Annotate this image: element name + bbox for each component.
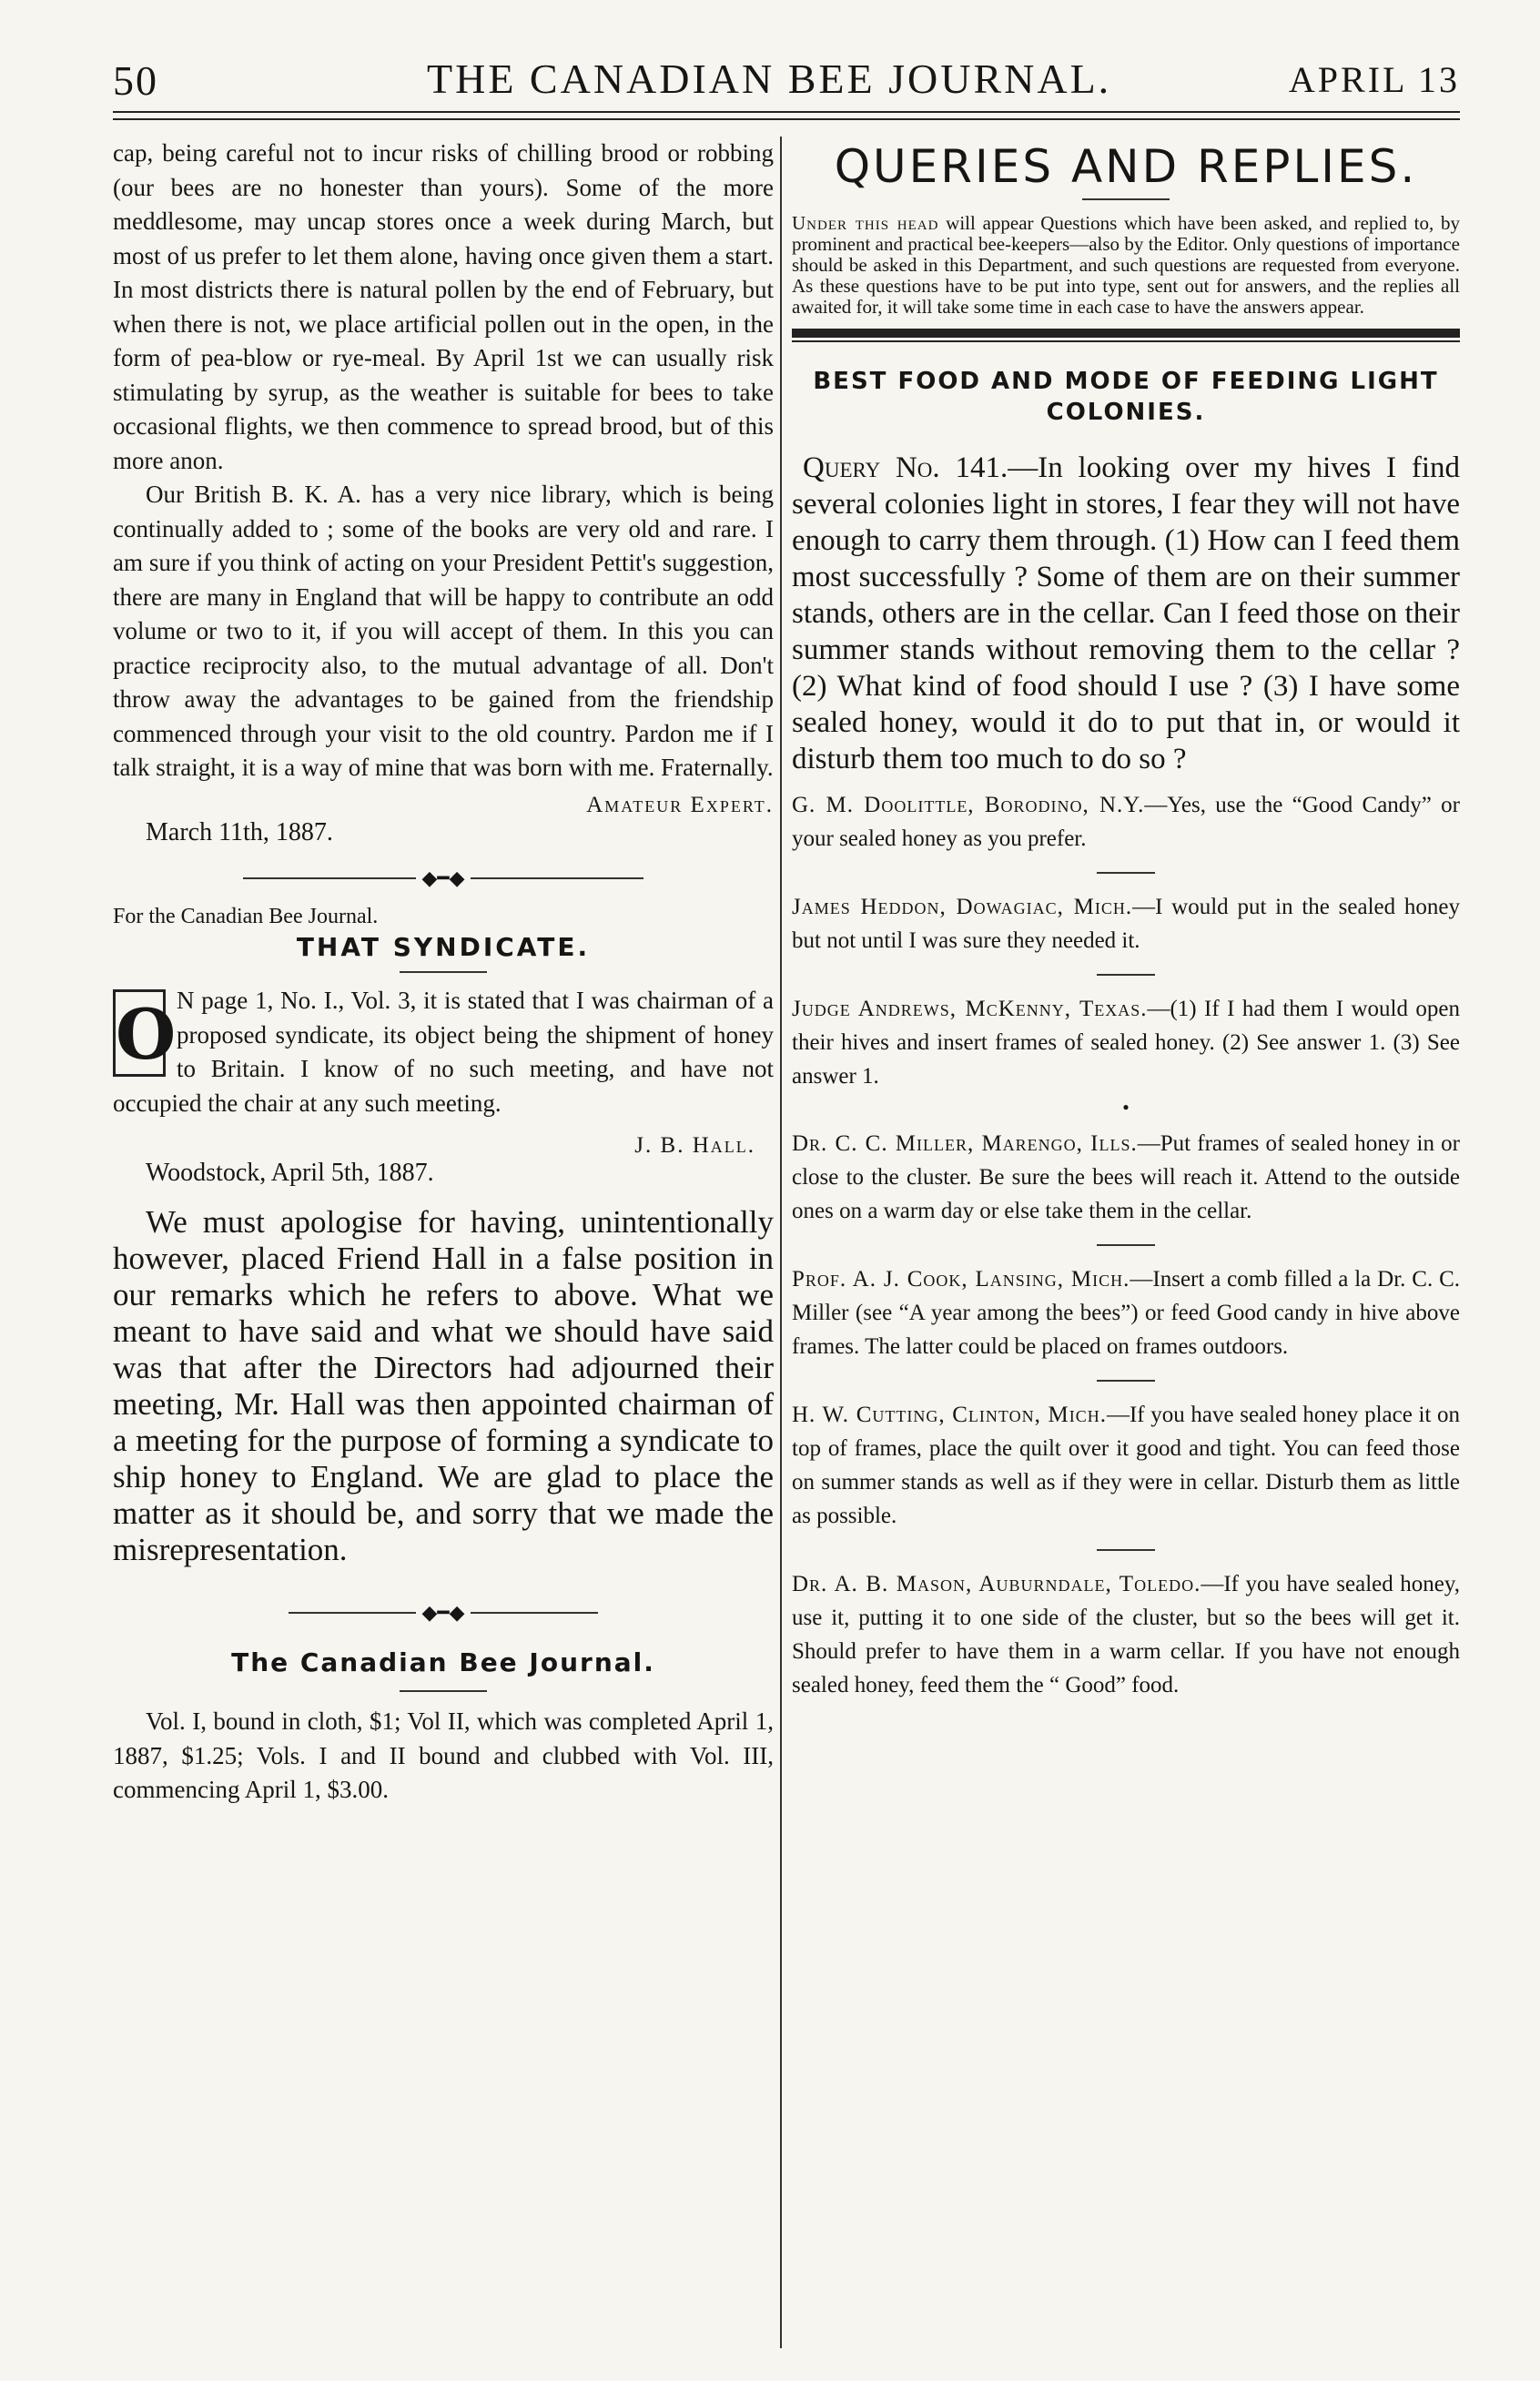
cbj-notice-text: Vol. I, bound in cloth, $1; Vol II, which was completed April 1, 1887, $1.25; Vols. I and II bound and clubbed with Vol. III, commencing April 1, $3.00. (113, 1707, 774, 1804)
continued-article-text: cap, being careful not to incur risks of chilling brood or robbing (our bees are no honester than yours). Some of the more meddlesome, may uncap stores once a week during March, but most of us prefer to let them alone, having once given them a start. In most districts there is natural pollen by the end of February, but when there is not, we place artificial pollen out in the open, in the form of pea-blow or rye-meal. By April 1st we can usually risk stimulating by syrup, as the weather is suitable for bees to take occasional flights, we then commence to spread brood, but of this more anon. (113, 139, 774, 474)
reply-doolittle: G. M. Doolittle, Borodino, N.Y.—Yes, use the “Good Candy” or your sealed honey as you prefer. (792, 793, 1460, 851)
reply-rule (1097, 1244, 1155, 1246)
department-rule-thin (792, 340, 1460, 342)
department-rule-thick (792, 329, 1460, 338)
section-ornament-2: ◆━◆ (113, 1601, 774, 1623)
right-column (792, 137, 1460, 1702)
syndicate-text: N page 1, No. I., Vol. 3, it is stated that I was chairman of a proposed syndicate, its object being the shipment of honey to Britain. I know of no such meeting, and have not occupied the chair at any such meeting. (113, 987, 774, 1117)
queries-replies-title: QUERIES AND REPLIES. (834, 140, 1418, 193)
reply-heddon: James Heddon, Dowagiac, Mich.—I would put in the sealed honey but not until I was sure they needed it. (792, 895, 1460, 953)
reply-andrews: Judge Andrews, McKenny, Texas.—(1) If I had them I would open their hives and insert frames of sealed honey. (2) See answer 1. (3) See answer 1. (792, 997, 1460, 1089)
page-number: 50 (113, 57, 158, 104)
drop-cap (113, 989, 177, 1077)
journal-title: THE CANADIAN BEE JOURNAL. (427, 56, 1112, 102)
left-column (113, 137, 774, 1808)
dateline-march: March 11th, 1887. (146, 817, 333, 846)
cbj-rule (400, 1690, 487, 1692)
reply-miller: Dr. C. C. Miller, Marengo, Ills.—Put frames of sealed honey in or close to the cluster. Be sure the bees will reach it. Attend to the outside ones on a warm day or else take them in the cellar. (792, 1131, 1460, 1223)
reply-mason: Dr. A. B. Mason, Auburndale, Toledo.—If you have sealed honey, use it, putting it to one side of the cluster, but so the bees will get it. Should prefer to have them in a warm cellar. If you have not enough sealed honey, feed them the “ Good” food. (792, 1572, 1461, 1697)
reply-rule (1097, 974, 1155, 976)
cbj-notice-title: The Canadian Bee Journal. (231, 1647, 655, 1678)
article-kicker: For the Canadian Bee Journal. (113, 905, 379, 929)
query-heading: BEST FOOD AND MODE OF FEEDING LIGHT COLONIES. (813, 368, 1439, 426)
department-intro (792, 213, 1460, 318)
column-divider (780, 137, 782, 2348)
drop-cap-letter: O (116, 994, 177, 1076)
reply-cook: Prof. A. J. Cook, Lansing, Mich.—Insert a comb filled a la Dr. C. C. Miller (see “A year among the bees”) or feed Good candy in hive above frames. The latter could be placed on frames outdoors. (792, 1267, 1461, 1359)
reply-rule (1097, 1549, 1155, 1551)
query-label: Query No. 141. (803, 451, 1008, 484)
intro-text: will appear Questions which have been asked, and replied to, by prominent and practical bee-keepers—also by the Editor. Only questions of importance should be asked in this Department, and such questions are requested from everyone. As these questions have to be put into type, sent out for answers, and the replies all awaited for, it will take some time in each case to have the answers appear. (792, 212, 1460, 318)
reply-rule (1097, 872, 1155, 874)
title-rule (400, 971, 487, 973)
issue-date: APRIL 13 (1288, 59, 1460, 100)
library-paragraph: Our British B. K. A. has a very nice library, which is being continually added to ; some of the books are very old and rare. I am sure if you think of acting on your President Pettit's suggestion, there are many in England that will be happy to contribute an odd volume or two to it, if you will accept of them. In this you can practice reciprocity also, to the mutual advantage of all. Don't throw away the advantages to be gained from the friendship commenced through your visit to the old country. Pardon me if I talk straight, it is a way of mine that was born with me. Fraternally. (113, 481, 774, 781)
header-rule-top (113, 111, 1460, 113)
intro-lead: Under this head (792, 212, 939, 234)
reply-cutting: H. W. Cutting, Clinton, Mich.—If you have sealed honey place it on top of frames, place the quilt over it good and tight. You can feed those on summer stands as well as if they were in cellar. Disturb them as little as possible. (792, 1403, 1460, 1528)
syndicate-title: THAT SYNDICATE. (296, 932, 591, 963)
query-body: —In looking over my hives I find several colonies light in stores, I fear they will not have enough to carry them through. (1) How can I feed them most successfully ? Some of them are on their summer stands, others are in the cellar. Can I feed those on their summer stands without removing them to the cellar ? (2) What kind of food should I use ? (3) I have some sealed honey, would it do to put that in, or would it disturb them too much to do so ? (792, 451, 1460, 775)
dateline-woodstock: Woodstock, April 5th, 1887. (146, 1159, 434, 1188)
divider-star: ● (1122, 1100, 1130, 1113)
editor-apology: We must apologise for having, unintentionally however, placed Friend Hall in a false position in our remarks which he refers to above. What we meant to have said and what we should have said was that after the Directors had adjourned their meeting, Mr. Hall was then appointed chairman of a meeting for the purpose of forming a syndicate to ship honey to England. We are glad to place the matter as it should be, and sorry that we made the misrepresentation. (113, 1204, 774, 1568)
section-ornament: ◆━◆ (113, 867, 774, 889)
qr-title-rule (1082, 198, 1170, 200)
query-141 (792, 450, 1460, 777)
signature-amateur-expert: Amateur Expert. (586, 792, 774, 817)
syndicate-letter (113, 984, 774, 1120)
signature-hall: J. B. Hall. (634, 1133, 755, 1159)
running-header (113, 49, 1460, 107)
reply-rule (1097, 1380, 1155, 1382)
header-rule-bottom (113, 118, 1460, 120)
